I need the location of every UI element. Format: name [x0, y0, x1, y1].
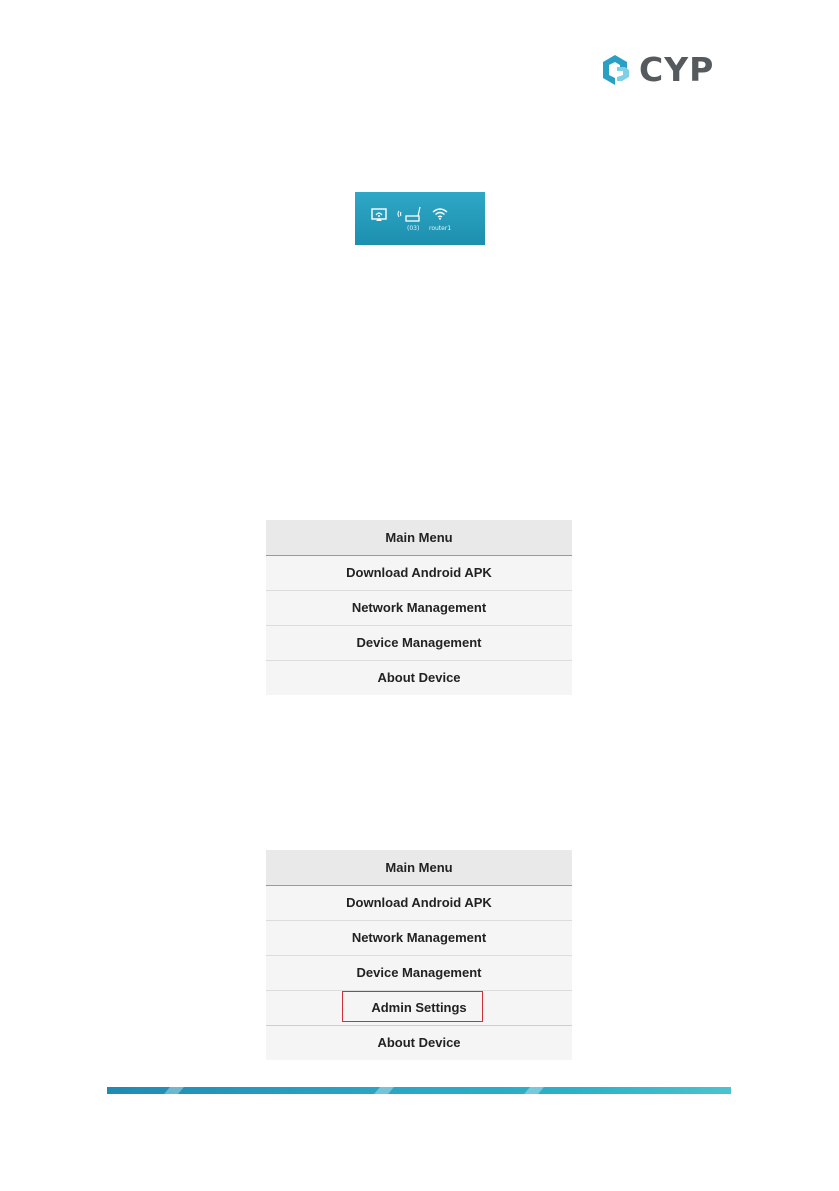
- footer-bar: [107, 1087, 731, 1094]
- screen-mirror-icon[interactable]: [371, 208, 387, 222]
- menu-item-download-apk[interactable]: Download Android APK: [266, 886, 572, 921]
- menu-item-about-device[interactable]: About Device: [266, 661, 572, 695]
- brand-name: CYP: [639, 50, 715, 89]
- wifi-icon[interactable]: [432, 207, 448, 220]
- menu-header: Main Menu: [266, 850, 572, 886]
- menu-item-admin-settings[interactable]: [266, 991, 572, 1026]
- menu-item-device-management[interactable]: Device Management: [266, 956, 572, 991]
- highlight-box: [342, 991, 483, 1022]
- menu-item-about-device[interactable]: About Device: [266, 1026, 572, 1060]
- main-menu-admin: [266, 850, 572, 1060]
- menu-item-download-apk[interactable]: Download Android APK: [266, 556, 572, 591]
- main-menu-default: [266, 520, 572, 695]
- menu-item-device-management[interactable]: Device Management: [266, 626, 572, 661]
- menu-item-network-management[interactable]: Network Management: [266, 921, 572, 956]
- wifi-name-label: router1: [429, 225, 452, 232]
- menu-item-network-management[interactable]: Network Management: [266, 591, 572, 626]
- cyp-logo-icon: [598, 53, 632, 87]
- router-channel-label: (03): [407, 225, 420, 232]
- menu-item-label: Admin Settings: [371, 1000, 467, 1015]
- router-signal-icon[interactable]: [397, 205, 421, 223]
- menu-header: Main Menu: [266, 520, 572, 556]
- app-status-bar: [355, 192, 485, 245]
- cyp-logo: [598, 52, 714, 88]
